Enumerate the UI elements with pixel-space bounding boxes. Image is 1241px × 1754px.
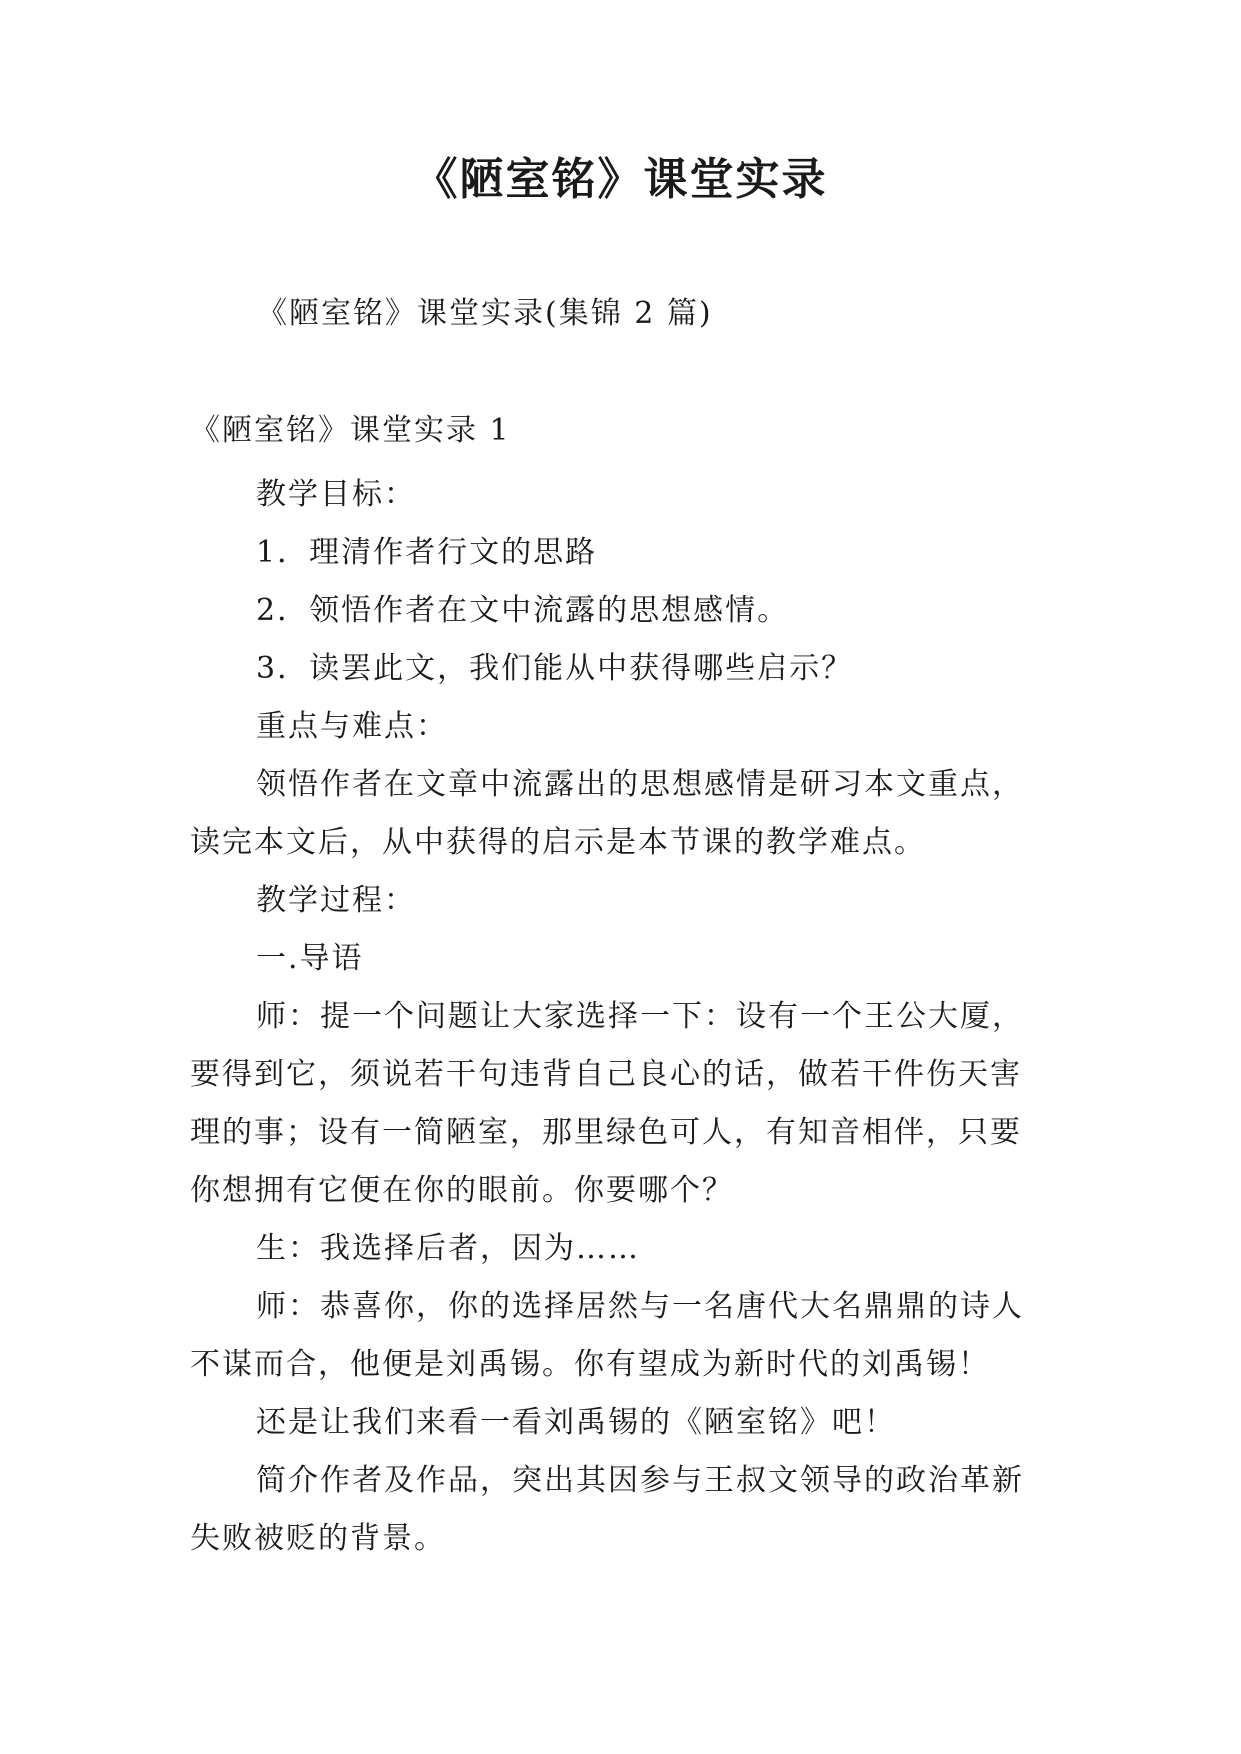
paragraph xyxy=(190,756,1070,872)
paragraph-line: 失败被贬的背景。 xyxy=(190,1521,446,1556)
paragraph-line: 简介作者及作品，突出其因参与王叔文领导的政治革新 xyxy=(256,1463,1024,1498)
paragraph-line: 3．读罢此文，我们能从中获得哪些启示？ xyxy=(256,651,854,686)
paragraph xyxy=(190,466,1070,524)
paragraph-line: 还是让我们来看一看刘禹锡的《陋室铭》吧！ xyxy=(256,1405,896,1440)
paragraph-line: 不谋而合，他便是刘禹锡。你有望成为新时代的刘禹锡！ xyxy=(190,1347,990,1382)
paragraph xyxy=(190,988,1070,1220)
paragraph-line: 1．理清作者行文的思路 xyxy=(256,535,598,570)
paragraph-line: 教学过程： xyxy=(256,883,416,918)
paragraph xyxy=(190,872,1070,930)
paragraph xyxy=(190,930,1070,988)
paragraph-line: 理的事；设有一简陋室，那里绿色可人，有知音相伴，只要 xyxy=(190,1115,1022,1150)
paragraph-line: 要得到它，须说若干句违背自己良心的话，做若干件伤天害 xyxy=(190,1057,1022,1092)
paragraph xyxy=(190,640,1070,698)
paragraph xyxy=(190,698,1070,756)
paragraph-line: 一.导语 xyxy=(256,941,364,976)
paragraph xyxy=(190,582,1070,640)
paragraph-line: 师：恭喜你，你的选择居然与一名唐代大名鼎鼎的诗人 xyxy=(256,1289,1024,1324)
paragraph-line: 领悟作者在文章中流露出的思想感情是研习本文重点， xyxy=(256,767,1024,802)
paragraph-line: 你想拥有它便在你的眼前。你要哪个？ xyxy=(190,1173,734,1208)
paragraph xyxy=(190,1452,1070,1568)
paragraph xyxy=(190,524,1070,582)
paragraph xyxy=(190,1220,1070,1278)
document-title: 《陋室铭》课堂实录 xyxy=(413,154,828,205)
paragraph xyxy=(190,1278,1070,1394)
document-subtitle: 《陋室铭》课堂实录(集锦 2 篇) xyxy=(257,296,713,331)
paragraph-line: 教学目标： xyxy=(256,477,416,512)
paragraph-line: 生：我选择后者，因为…… xyxy=(256,1231,640,1266)
paragraph-line: 2．领悟作者在文中流露的思想感情。 xyxy=(256,593,790,628)
paragraph-line: 重点与难点： xyxy=(256,709,448,744)
paragraph-line: 师：提一个问题让大家选择一下：设有一个王公大厦， xyxy=(256,999,1024,1034)
document-body xyxy=(190,466,1070,1568)
paragraph-line: 读完本文后，从中获得的启示是本节课的教学难点。 xyxy=(190,825,926,860)
paragraph xyxy=(190,1394,1070,1452)
section-heading: 《陋室铭》课堂实录 1 xyxy=(190,413,511,448)
